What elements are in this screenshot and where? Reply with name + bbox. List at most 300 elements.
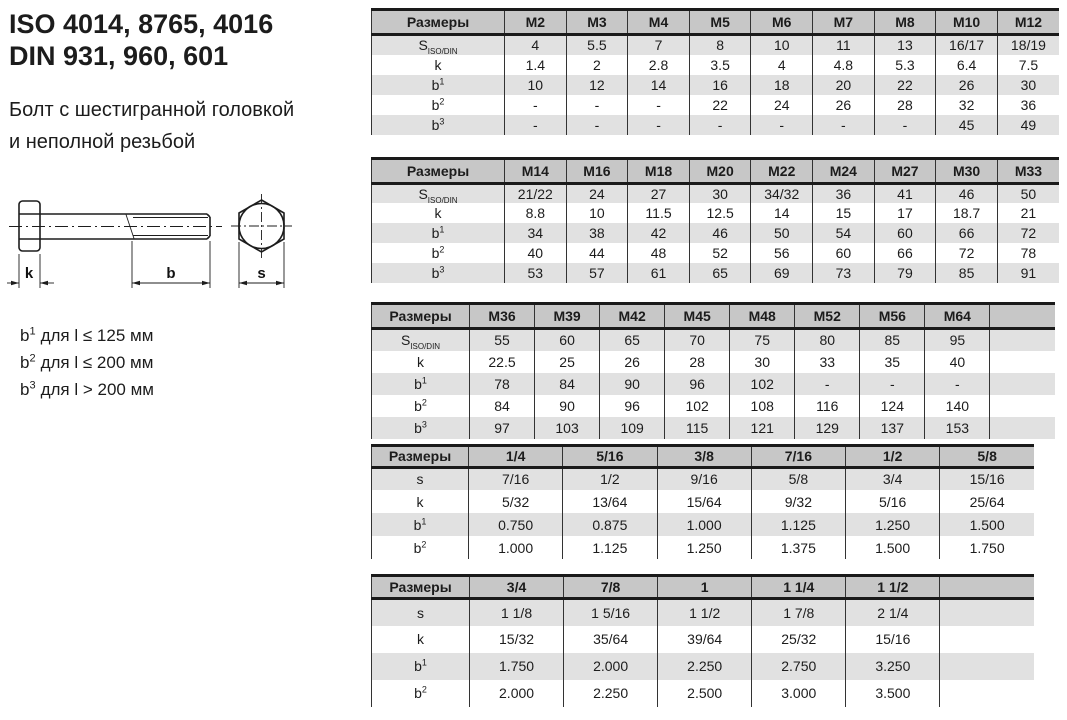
table-cell: 65 <box>600 329 665 351</box>
row-label <box>372 115 505 135</box>
table-cell: 24 <box>566 183 628 203</box>
note-b3 <box>20 376 154 403</box>
table-cell: 5/32 <box>469 490 563 513</box>
table-cell: 22 <box>689 95 751 115</box>
table-cell: 8.8 <box>505 203 567 223</box>
table-cell: 2.250 <box>658 653 752 680</box>
table-cell: 24 <box>751 95 813 115</box>
table-cell: - <box>813 115 875 135</box>
row-label <box>372 536 469 559</box>
table-cell: 124 <box>860 395 925 417</box>
table-cell: 52 <box>689 243 751 263</box>
row-label <box>372 599 470 626</box>
dimension-b <box>132 241 210 288</box>
table-cell: - <box>925 373 990 395</box>
row-label <box>372 351 470 373</box>
row-label <box>372 35 505 55</box>
dimension-tables-column <box>371 0 1063 707</box>
row-label-base: b <box>431 245 440 261</box>
table-cell: 30 <box>997 75 1059 95</box>
table-cell: 35/64 <box>564 626 658 653</box>
row-label-superscript: 3 <box>439 115 445 126</box>
table-cell: 26 <box>936 75 998 95</box>
table-cell: 78 <box>997 243 1059 263</box>
table-row <box>372 467 1035 490</box>
table-cell: 66 <box>874 243 936 263</box>
row-label <box>372 203 505 223</box>
table-cell: 28 <box>874 95 936 115</box>
table-cell: 33 <box>795 351 860 373</box>
dimension-s-label: s <box>257 265 266 282</box>
note-b1-symbol: b <box>20 326 30 345</box>
row-label <box>372 329 470 351</box>
row-label-superscript: 2 <box>421 684 427 695</box>
row-label-header: Размеры <box>372 576 470 599</box>
table-row <box>372 536 1035 559</box>
row-label <box>372 243 505 263</box>
description-line-1: Болт с шестигранной головкой <box>9 99 295 121</box>
row-label-superscript: 2 <box>421 538 427 549</box>
table-cell: 80 <box>795 329 860 351</box>
table-row <box>372 653 1035 680</box>
table-row <box>372 329 1056 351</box>
row-label-base: b <box>414 685 422 701</box>
table-cell: 16 <box>689 75 751 95</box>
column-header: M3 <box>566 10 628 35</box>
table-cell: 60 <box>813 243 875 263</box>
column-header <box>990 304 1055 329</box>
row-label-header: Размеры <box>372 445 469 467</box>
table-cell: 14 <box>628 75 690 95</box>
table-cell: 32 <box>936 95 998 115</box>
table-cell: 4.8 <box>813 55 875 75</box>
table-cell: 54 <box>813 223 875 243</box>
table-cell: - <box>566 115 628 135</box>
table-cell: 26 <box>600 351 665 373</box>
table-cell: 1 7/8 <box>752 599 846 626</box>
table-cell: 116 <box>795 395 860 417</box>
table-cell: 15/64 <box>657 490 751 513</box>
table-cell: 50 <box>997 183 1059 203</box>
table-cell: - <box>751 115 813 135</box>
table-cell <box>940 680 1034 707</box>
table-cell: 96 <box>600 395 665 417</box>
table-cell: 40 <box>925 351 990 373</box>
row-label-base: k <box>417 631 424 647</box>
row-label <box>372 75 505 95</box>
table-cell: 15/32 <box>470 626 564 653</box>
table-cell: 53 <box>505 263 567 283</box>
table-cell: 8 <box>689 35 751 55</box>
row-label-superscript: 2 <box>439 95 445 106</box>
table-cell: 73 <box>813 263 875 283</box>
row-label-base: S <box>400 332 411 349</box>
table-cell <box>990 373 1055 395</box>
column-header: 1 1/2 <box>846 576 940 599</box>
bolt-drawing-svg <box>6 188 328 318</box>
row-label <box>372 183 505 203</box>
table-cell: - <box>505 115 567 135</box>
dimension-b-label: b <box>166 265 176 282</box>
column-header: 1/4 <box>469 445 563 467</box>
table-cell: 14 <box>751 203 813 223</box>
note-b3-sup: 3 <box>29 379 36 392</box>
row-label-header: Размеры <box>372 158 505 183</box>
row-label-superscript: 2 <box>439 244 445 255</box>
row-label-superscript: 1 <box>421 515 427 526</box>
table-cell: 103 <box>535 417 600 439</box>
table-cell: 3.5 <box>689 55 751 75</box>
row-label <box>372 467 469 490</box>
row-label-base: b <box>414 658 422 674</box>
column-header: M64 <box>925 304 990 329</box>
table-cell: 1.4 <box>505 55 567 75</box>
column-header: 1 1/4 <box>752 576 846 599</box>
bolt-head <box>19 201 40 251</box>
table-cell: 9/32 <box>751 490 845 513</box>
table-cell: 1.000 <box>657 513 751 536</box>
column-header: M48 <box>730 304 795 329</box>
column-header: 3/4 <box>470 576 564 599</box>
table-cell: 1.125 <box>563 536 657 559</box>
row-label <box>372 395 470 417</box>
row-label-base: s <box>417 604 424 621</box>
row-label <box>372 490 469 513</box>
table-cell: 2.750 <box>752 653 846 680</box>
table-cell: 1.250 <box>657 536 751 559</box>
table-cell: 84 <box>535 373 600 395</box>
table-cell: 1.500 <box>940 513 1034 536</box>
table-cell: 56 <box>751 243 813 263</box>
column-header: M24 <box>813 158 875 183</box>
table-cell: 3/4 <box>846 467 940 490</box>
table-cell: 6.4 <box>936 55 998 75</box>
table-cell: 7.5 <box>997 55 1059 75</box>
table-cell: 1/2 <box>563 467 657 490</box>
table-cell: 18 <box>751 75 813 95</box>
column-header <box>940 576 1034 599</box>
note-b2 <box>20 349 154 376</box>
table-cell: 12.5 <box>689 203 751 223</box>
table-row <box>372 75 1060 95</box>
table-row <box>372 599 1035 626</box>
row-label-base: k <box>417 353 424 370</box>
table-cell: 5/8 <box>751 467 845 490</box>
row-label-base: k <box>416 493 424 510</box>
note-b1 <box>20 322 154 349</box>
table-cell: 140 <box>925 395 990 417</box>
table-cell: 2.000 <box>564 653 658 680</box>
table-cell: 1 1/8 <box>470 599 564 626</box>
dimension-k-label: k <box>24 265 34 282</box>
row-label-superscript: 1 <box>439 224 445 235</box>
table-row <box>372 680 1035 707</box>
table-cell: 27 <box>628 183 690 203</box>
table-cell: - <box>628 95 690 115</box>
table-cell: 7/16 <box>469 467 563 490</box>
table-cell: 84 <box>470 395 535 417</box>
table-cell: 25/32 <box>752 626 846 653</box>
row-label-base: b <box>431 265 440 281</box>
table-row <box>372 55 1060 75</box>
table-cell: 15/16 <box>846 626 940 653</box>
table-cell: 40 <box>505 243 567 263</box>
column-header: M10 <box>936 10 998 35</box>
column-header: M7 <box>813 10 875 35</box>
table-cell: 44 <box>566 243 628 263</box>
table-cell: 1.250 <box>846 513 940 536</box>
column-header: 1/2 <box>846 445 940 467</box>
table-cell: 115 <box>665 417 730 439</box>
table-cell: 21/22 <box>505 183 567 203</box>
table-cell: - <box>860 373 925 395</box>
note-b2-symbol: b <box>20 353 30 372</box>
row-label-base: b <box>413 516 422 533</box>
table-cell: 22 <box>874 75 936 95</box>
table-cell: 61 <box>628 263 690 283</box>
row-label-superscript: 3 <box>439 264 445 275</box>
table-cell: 1 5/16 <box>564 599 658 626</box>
column-header: 1 <box>658 576 752 599</box>
column-header: M52 <box>795 304 860 329</box>
table-cell: 25 <box>535 351 600 373</box>
table-cell: 90 <box>600 373 665 395</box>
table-cell <box>940 599 1034 626</box>
table-cell: 30 <box>689 183 751 203</box>
standard-iso-title: ISO 4014, 8765, 4016 <box>9 9 274 39</box>
table-row <box>372 183 1060 203</box>
table-cell: 55 <box>470 329 535 351</box>
row-label-base: b <box>414 375 422 392</box>
table-cell: 1 1/2 <box>658 599 752 626</box>
table-cell: 109 <box>600 417 665 439</box>
table-cell: - <box>874 115 936 135</box>
table-row <box>372 626 1035 653</box>
table-cell: 4 <box>505 35 567 55</box>
table-row <box>372 373 1056 395</box>
column-header: 5/16 <box>563 445 657 467</box>
table-cell: 11 <box>813 35 875 55</box>
dim-table-metric-m36-m64 <box>371 302 1055 439</box>
table-cell: 3.500 <box>846 680 940 707</box>
table-cell: 50 <box>751 223 813 243</box>
table-cell <box>990 351 1055 373</box>
column-header: M8 <box>874 10 936 35</box>
table-cell: 2.500 <box>658 680 752 707</box>
table-cell: 7 <box>628 35 690 55</box>
table-row <box>372 95 1060 115</box>
table-cell: 79 <box>874 263 936 283</box>
table-cell: 66 <box>936 223 998 243</box>
table-cell: 1.125 <box>751 513 845 536</box>
row-label <box>372 513 469 536</box>
table-cell: 85 <box>936 263 998 283</box>
table-cell: 13/64 <box>563 490 657 513</box>
table-cell: 3.250 <box>846 653 940 680</box>
table-row <box>372 243 1060 263</box>
table-cell: 5.3 <box>874 55 936 75</box>
column-header: M14 <box>505 158 567 183</box>
row-label-base: s <box>416 471 424 488</box>
table-row <box>372 223 1060 243</box>
row-label <box>372 653 470 680</box>
row-label-base: S <box>418 37 428 54</box>
table-cell: 70 <box>665 329 730 351</box>
table-cell: 2.000 <box>470 680 564 707</box>
table-cell: 78 <box>470 373 535 395</box>
table-cell <box>990 329 1055 351</box>
column-header: M5 <box>689 10 751 35</box>
table-cell: 45 <box>936 115 998 135</box>
table-cell: 26 <box>813 95 875 115</box>
table-cell: 60 <box>535 329 600 351</box>
table-cell: 11.5 <box>628 203 690 223</box>
table-cell: 5.5 <box>566 35 628 55</box>
table-row <box>372 115 1060 135</box>
table-cell: 57 <box>566 263 628 283</box>
column-header: M45 <box>665 304 730 329</box>
dim-table-metric-m2-m12 <box>371 8 1059 135</box>
table-cell <box>990 417 1055 439</box>
table-cell: 10 <box>505 75 567 95</box>
row-label-base: b <box>431 116 440 133</box>
row-label-superscript: 3 <box>421 418 427 429</box>
table-cell: 42 <box>628 223 690 243</box>
title-block <box>9 8 273 73</box>
table-cell: 0.875 <box>563 513 657 536</box>
note-b1-text: для l ≤ 125 мм <box>40 326 154 345</box>
row-label-header: Размеры <box>372 304 470 329</box>
table-cell: 16/17 <box>936 35 998 55</box>
description-line-2: и неполной резьбой <box>9 131 196 153</box>
row-label-superscript: 1 <box>439 75 445 86</box>
table-cell: 102 <box>730 373 795 395</box>
row-label-base: b <box>431 96 440 113</box>
note-b2-text: для l ≤ 200 мм <box>40 353 154 372</box>
row-label-base: b <box>414 397 422 414</box>
table-cell: - <box>566 95 628 115</box>
table-cell: 90 <box>535 395 600 417</box>
table-cell <box>990 395 1055 417</box>
column-header: M56 <box>860 304 925 329</box>
table-cell: 91 <box>997 263 1059 283</box>
dim-table-inch-quarter-to-5-8 <box>371 444 1034 560</box>
table-cell: 102 <box>665 395 730 417</box>
column-header: 5/8 <box>940 445 1034 467</box>
bolt-side-view <box>7 201 222 288</box>
bolt-technical-drawing <box>6 188 328 318</box>
table-cell: - <box>689 115 751 135</box>
table-row <box>372 203 1060 223</box>
table-cell: 36 <box>813 183 875 203</box>
table-cell: 4 <box>751 55 813 75</box>
table-cell: 153 <box>925 417 990 439</box>
table-cell: - <box>628 115 690 135</box>
table-cell: 1.000 <box>469 536 563 559</box>
dimension-k <box>7 254 54 288</box>
column-header: M12 <box>997 10 1059 35</box>
row-label-base: b <box>413 539 422 556</box>
table-row <box>372 490 1035 513</box>
table-cell: 85 <box>860 329 925 351</box>
thread-length-notes <box>20 322 154 403</box>
hex-end-view <box>231 194 292 288</box>
row-label <box>372 95 505 115</box>
table-cell: 41 <box>874 183 936 203</box>
table-cell: 34 <box>505 223 567 243</box>
row-label <box>372 263 505 283</box>
table-cell: 22.5 <box>470 351 535 373</box>
row-label-subscript: ISO/DIN <box>427 195 458 203</box>
table-cell <box>940 626 1034 653</box>
table-cell: 38 <box>566 223 628 243</box>
note-b3-text: для l > 200 мм <box>40 380 154 399</box>
product-description <box>9 94 294 158</box>
table-cell: 15/16 <box>940 467 1034 490</box>
table-cell: 1.500 <box>846 536 940 559</box>
table-cell: 9/16 <box>657 467 751 490</box>
column-header: M16 <box>566 158 628 183</box>
row-label <box>372 223 505 243</box>
table-cell: 18.7 <box>936 203 998 223</box>
table-cell: 65 <box>689 263 751 283</box>
end-chamfer-bottom <box>207 236 210 239</box>
table-cell: 21 <box>997 203 1059 223</box>
row-label-superscript: 2 <box>421 396 427 407</box>
note-b1-sup: 1 <box>29 325 36 338</box>
table-row <box>372 351 1056 373</box>
table-cell: 10 <box>751 35 813 55</box>
column-header: 7/8 <box>564 576 658 599</box>
table-cell: 18/19 <box>997 35 1059 55</box>
table-cell: 5/16 <box>846 490 940 513</box>
column-header: M27 <box>874 158 936 183</box>
table-cell: 2.8 <box>628 55 690 75</box>
table-cell: 25/64 <box>940 490 1034 513</box>
table-cell: 12 <box>566 75 628 95</box>
column-header: M4 <box>628 10 690 35</box>
table-cell: 69 <box>751 263 813 283</box>
column-header: M20 <box>689 158 751 183</box>
table-cell: 48 <box>628 243 690 263</box>
table-row <box>372 35 1060 55</box>
table-cell: - <box>505 95 567 115</box>
standard-din-title: DIN 931, 960, 601 <box>9 41 229 72</box>
table-cell: 121 <box>730 417 795 439</box>
table-row <box>372 395 1056 417</box>
dim-table-inch-3-4-to-1-1-2 <box>371 574 1034 707</box>
column-header: M33 <box>997 158 1059 183</box>
table-cell: 36 <box>997 95 1059 115</box>
table-cell: 30 <box>730 351 795 373</box>
table-cell: 2.250 <box>564 680 658 707</box>
table-row <box>372 417 1056 439</box>
column-header: 3/8 <box>657 445 751 467</box>
table-cell: 3.000 <box>752 680 846 707</box>
table-cell: 0.750 <box>469 513 563 536</box>
table-cell: 28 <box>665 351 730 373</box>
table-cell: 49 <box>997 115 1059 135</box>
column-header: M22 <box>751 158 813 183</box>
table-cell: 75 <box>730 329 795 351</box>
table-cell: 15 <box>813 203 875 223</box>
table-cell: 129 <box>795 417 860 439</box>
table-cell <box>940 653 1034 680</box>
note-b2-sup: 2 <box>29 352 36 365</box>
column-header: M6 <box>751 10 813 35</box>
table-row <box>372 263 1060 283</box>
table-cell: 46 <box>936 183 998 203</box>
